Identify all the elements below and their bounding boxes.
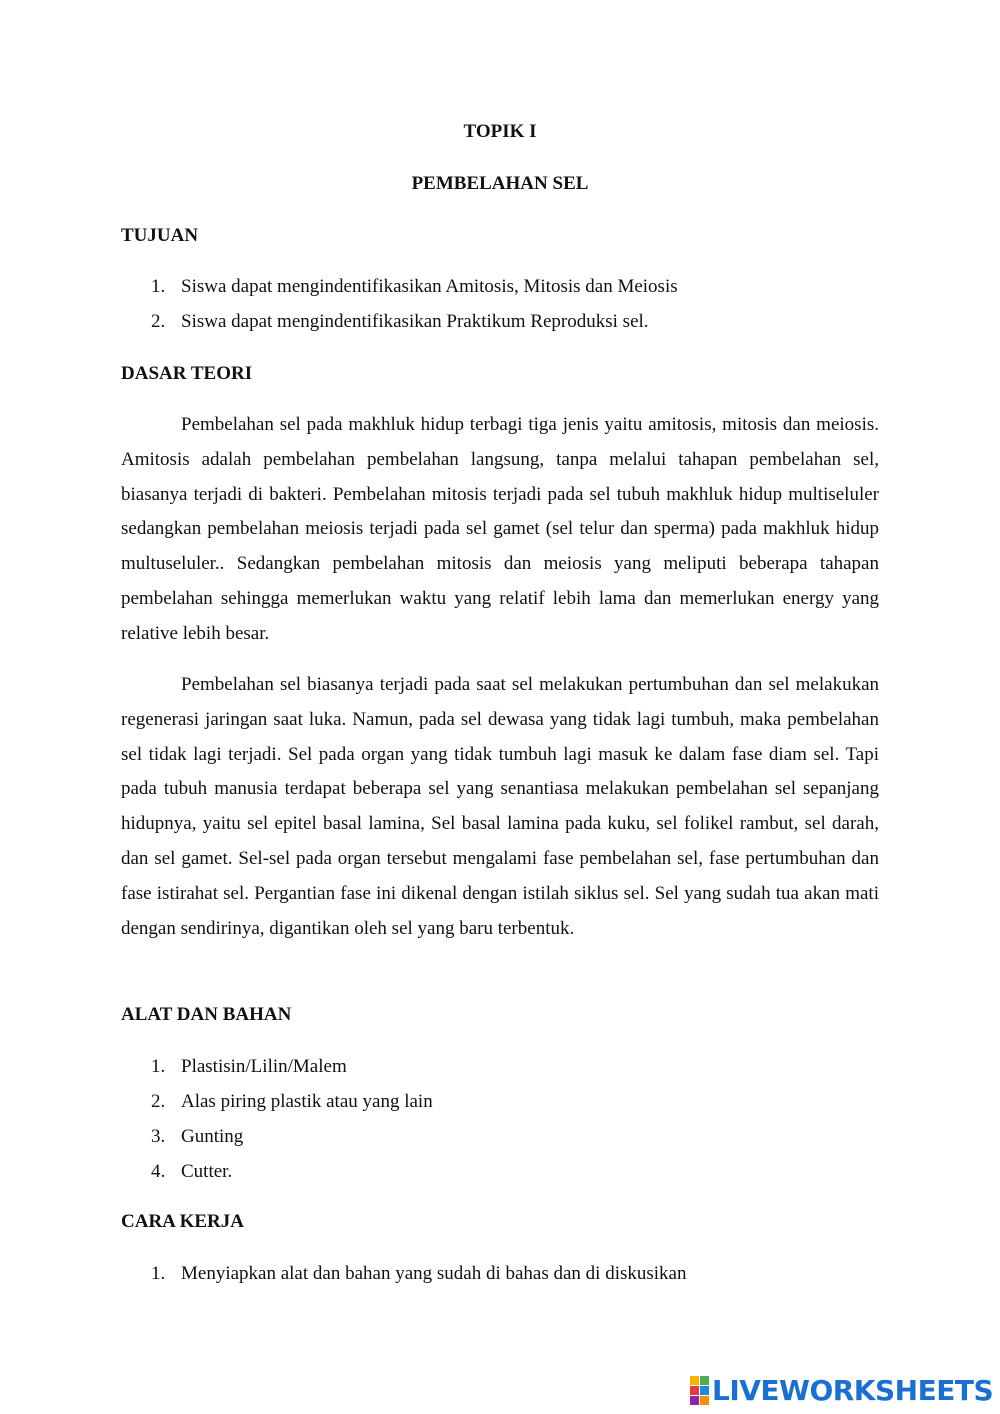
list-item	[151, 269, 678, 304]
list-text: Plastisin/Lilin/Malem	[181, 1056, 347, 1077]
logo-cell	[690, 1396, 699, 1405]
tujuan-heading: TUJUAN	[121, 225, 199, 246]
watermark-text: LIVEWORKSHEETS	[712, 1373, 994, 1407]
dasar-teori-paragraph-2: Pembelahan sel biasanya terjadi pada saat sel melakukan pertumbuhan dan sel melakukan regenerasi jaringan saat luka. Namun, pada sel dewasa yang tidak lagi tumbuh, maka pembelahan sel tidak lagi terjadi. Sel pada organ yang tidak tumbuh lagi masuk ke dalam fase diam sel. Tapi pada tubuh manusia terdapat beberapa sel yang senantiasa melakukan pembelahan sel sepanjang hidupnya, yaitu sel epitel basal lamina, Sel basal lamina pada kuku, sel folikel rambut, sel darah, dan sel gamet. Sel-sel pada organ tersebut mengalami fase pembelahan sel, fase pertumbuhan dan fase istirahat sel. Pergantian fase ini dikenal dengan istilah siklus sel. Sel yang sudah tua akan mati dengan sendirinya, digantikan oleh sel yang baru terbentuk.	[121, 674, 879, 939]
logo-cell	[690, 1386, 699, 1395]
cara-kerja-list	[151, 1256, 687, 1291]
list-number: 4.	[151, 1161, 166, 1182]
alat-bahan-heading: ALAT DAN BAHAN	[121, 1004, 292, 1025]
tujuan-list	[151, 269, 678, 339]
list-item	[151, 1084, 433, 1119]
dasar-teori-heading: DASAR TEORI	[121, 363, 253, 384]
list-number: 1.	[151, 1056, 166, 1077]
list-item	[151, 1049, 433, 1084]
list-text: Alas piring plastik atau yang lain	[181, 1091, 433, 1112]
list-text: Menyiapkan alat dan bahan yang sudah di bahas dan di diskusikan	[181, 1263, 687, 1284]
list-text: Siswa dapat mengindentifikasikan Amitosis, Mitosis dan Meiosis	[181, 276, 678, 297]
list-item	[151, 1119, 433, 1154]
list-number: 3.	[151, 1126, 166, 1147]
logo-cell	[690, 1376, 699, 1385]
list-item	[151, 1154, 433, 1189]
liveworksheets-watermark[interactable]	[690, 1372, 993, 1408]
list-text: Siswa dapat mengindentifikasikan Praktikum Reproduksi sel.	[181, 311, 649, 332]
list-item	[151, 304, 678, 339]
cara-kerja-heading: CARA KERJA	[121, 1211, 244, 1232]
alat-bahan-list	[151, 1049, 433, 1189]
logo-cell	[700, 1376, 709, 1385]
list-number: 1.	[151, 1263, 166, 1284]
dasar-teori-paragraph-1: Pembelahan sel pada makhluk hidup terbagi tiga jenis yaitu amitosis, mitosis dan meiosis. Amitosis adalah pembelahan pembelahan langsung, tanpa melalui tahapan pembelahan sel, biasanya terjadi di bakteri. Pembelahan mitosis terjadi pada sel tubuh makhluk hidup multiseluler sedangkan pembelahan meiosis terjadi pada sel gamet (sel telur dan sperma) pada makhluk hidup multuseluler.. Sedangkan pembelahan mitosis dan meiosis yang meliputi beberapa tahapan pembelahan sehingga memerlukan waktu yang relatif lebih lama dan memerlukan energy yang relative lebih besar.	[121, 414, 879, 644]
list-number: 1.	[151, 276, 166, 297]
list-number: 2.	[151, 1091, 166, 1112]
logo-cell	[700, 1396, 709, 1405]
list-text: Cutter.	[181, 1161, 233, 1182]
list-text: Gunting	[181, 1126, 244, 1147]
topic-title: TOPIK I	[463, 121, 537, 142]
liveworksheets-logo-icon	[690, 1376, 709, 1405]
list-item	[151, 1256, 687, 1291]
list-number: 2.	[151, 311, 166, 332]
page-title: PEMBELAHAN SEL	[411, 173, 589, 194]
logo-cell	[700, 1386, 709, 1395]
